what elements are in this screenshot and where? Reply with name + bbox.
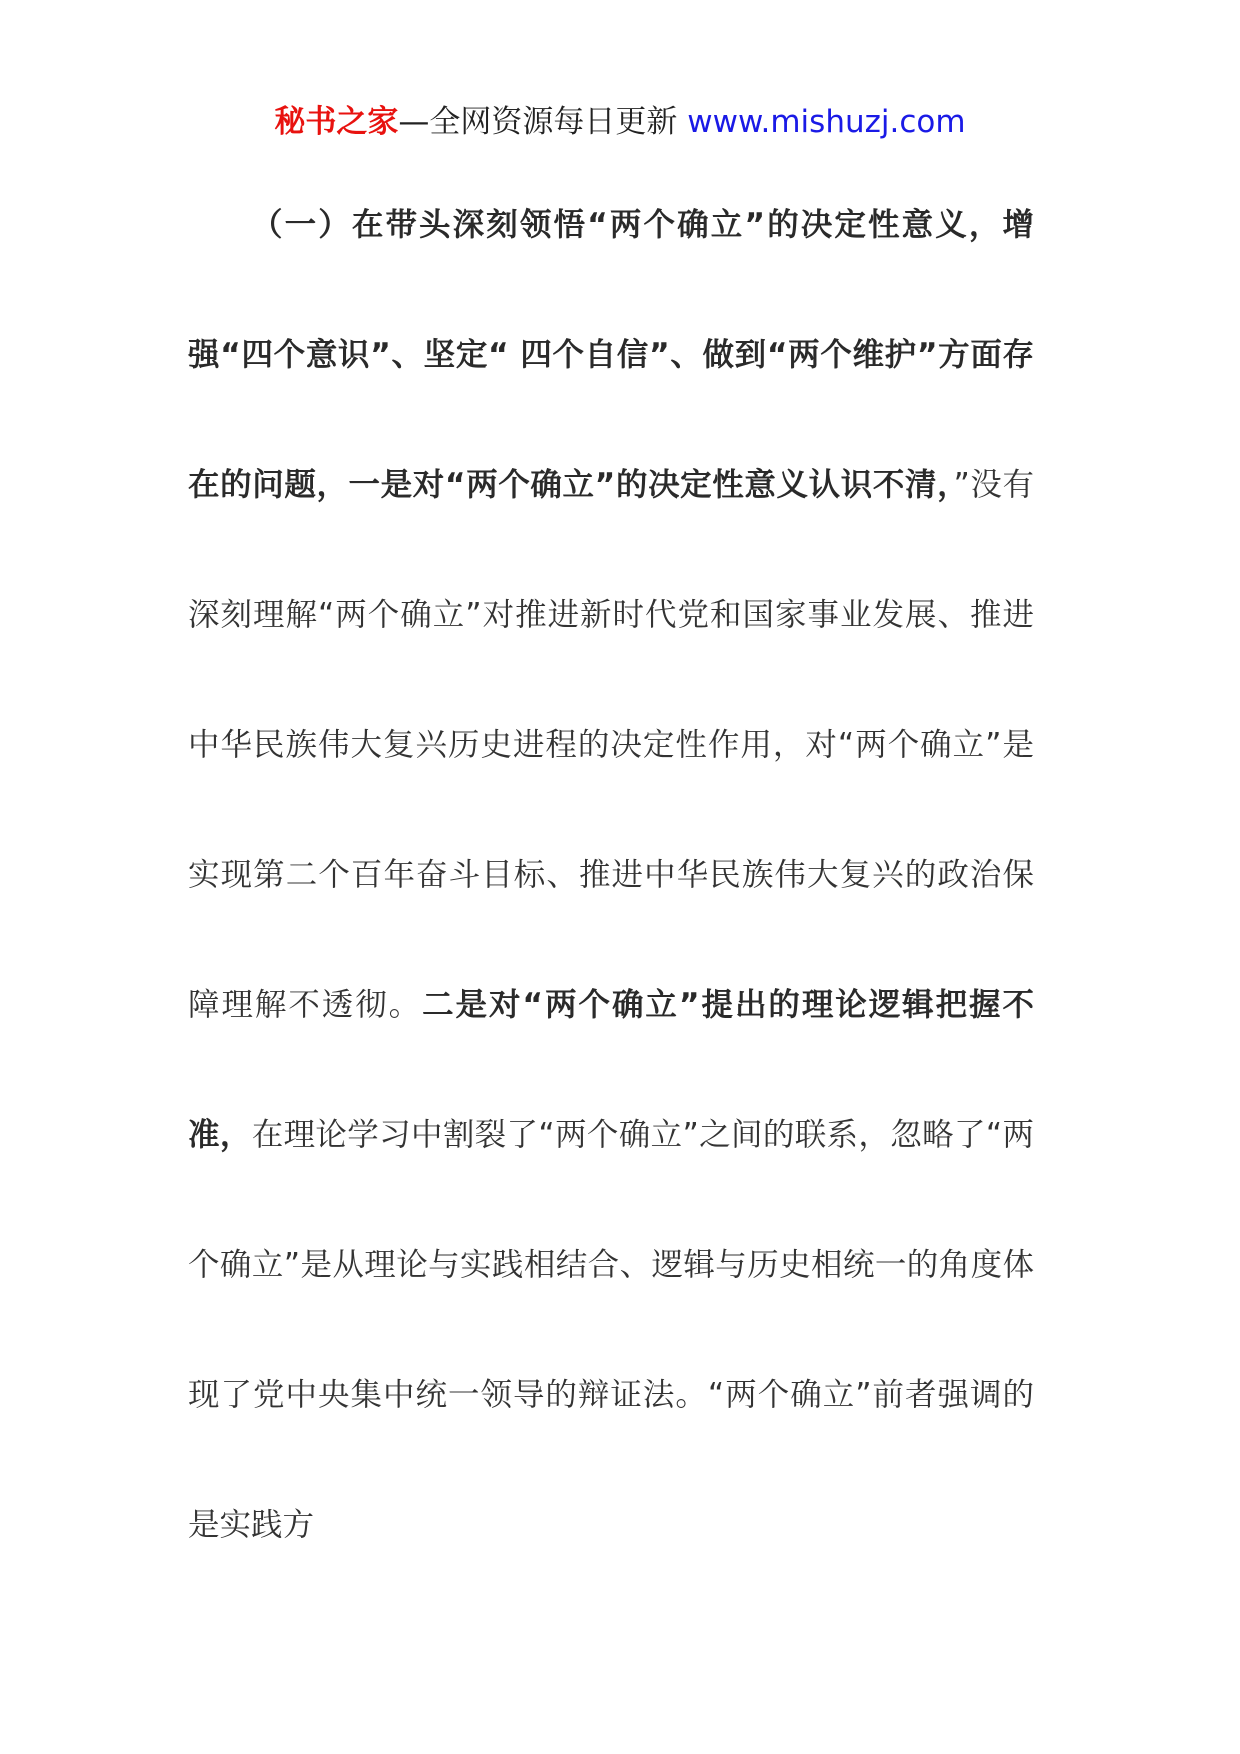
site-tagline: —全网资源每日更新	[398, 104, 688, 140]
site-brand: 秘书之家	[274, 104, 399, 140]
paragraph-text-1: ”没有深刻理解“两个确立”对推进新时代党和国家事业发展、推进中华民族伟大复兴历史进程的决定性作用，对“两个确立”是实现第二个百年奋斗目标、推进中华民族伟大复兴的政治保障理解不透彻。	[188, 467, 1034, 1023]
body-paragraph	[188, 160, 1034, 1590]
paragraph-text-2: 在理论学习中割裂了“两个确立”之间的联系，忽略了“两个确立”是从理论与实践相结合、逻辑与历史相统一的角度体现了党中央集中统一领导的辩证法。“两个确立”前者强调的是实践方	[188, 1117, 1034, 1543]
site-url-link[interactable]: www.mishuzj.com	[687, 104, 966, 140]
section-heading-point-one: （一）在带头深刻领悟“两个确立”的决定性意义，增强“四个意识”、坚定“ 四个自信”、做到“两个维护”方面存在的问题，一是对“两个确立”的决定性意义认识不清，	[188, 207, 1034, 503]
point-two-heading: 二是对“两个确立”提出的理论逻辑把握不准，	[188, 987, 1034, 1153]
site-header	[0, 100, 1240, 144]
